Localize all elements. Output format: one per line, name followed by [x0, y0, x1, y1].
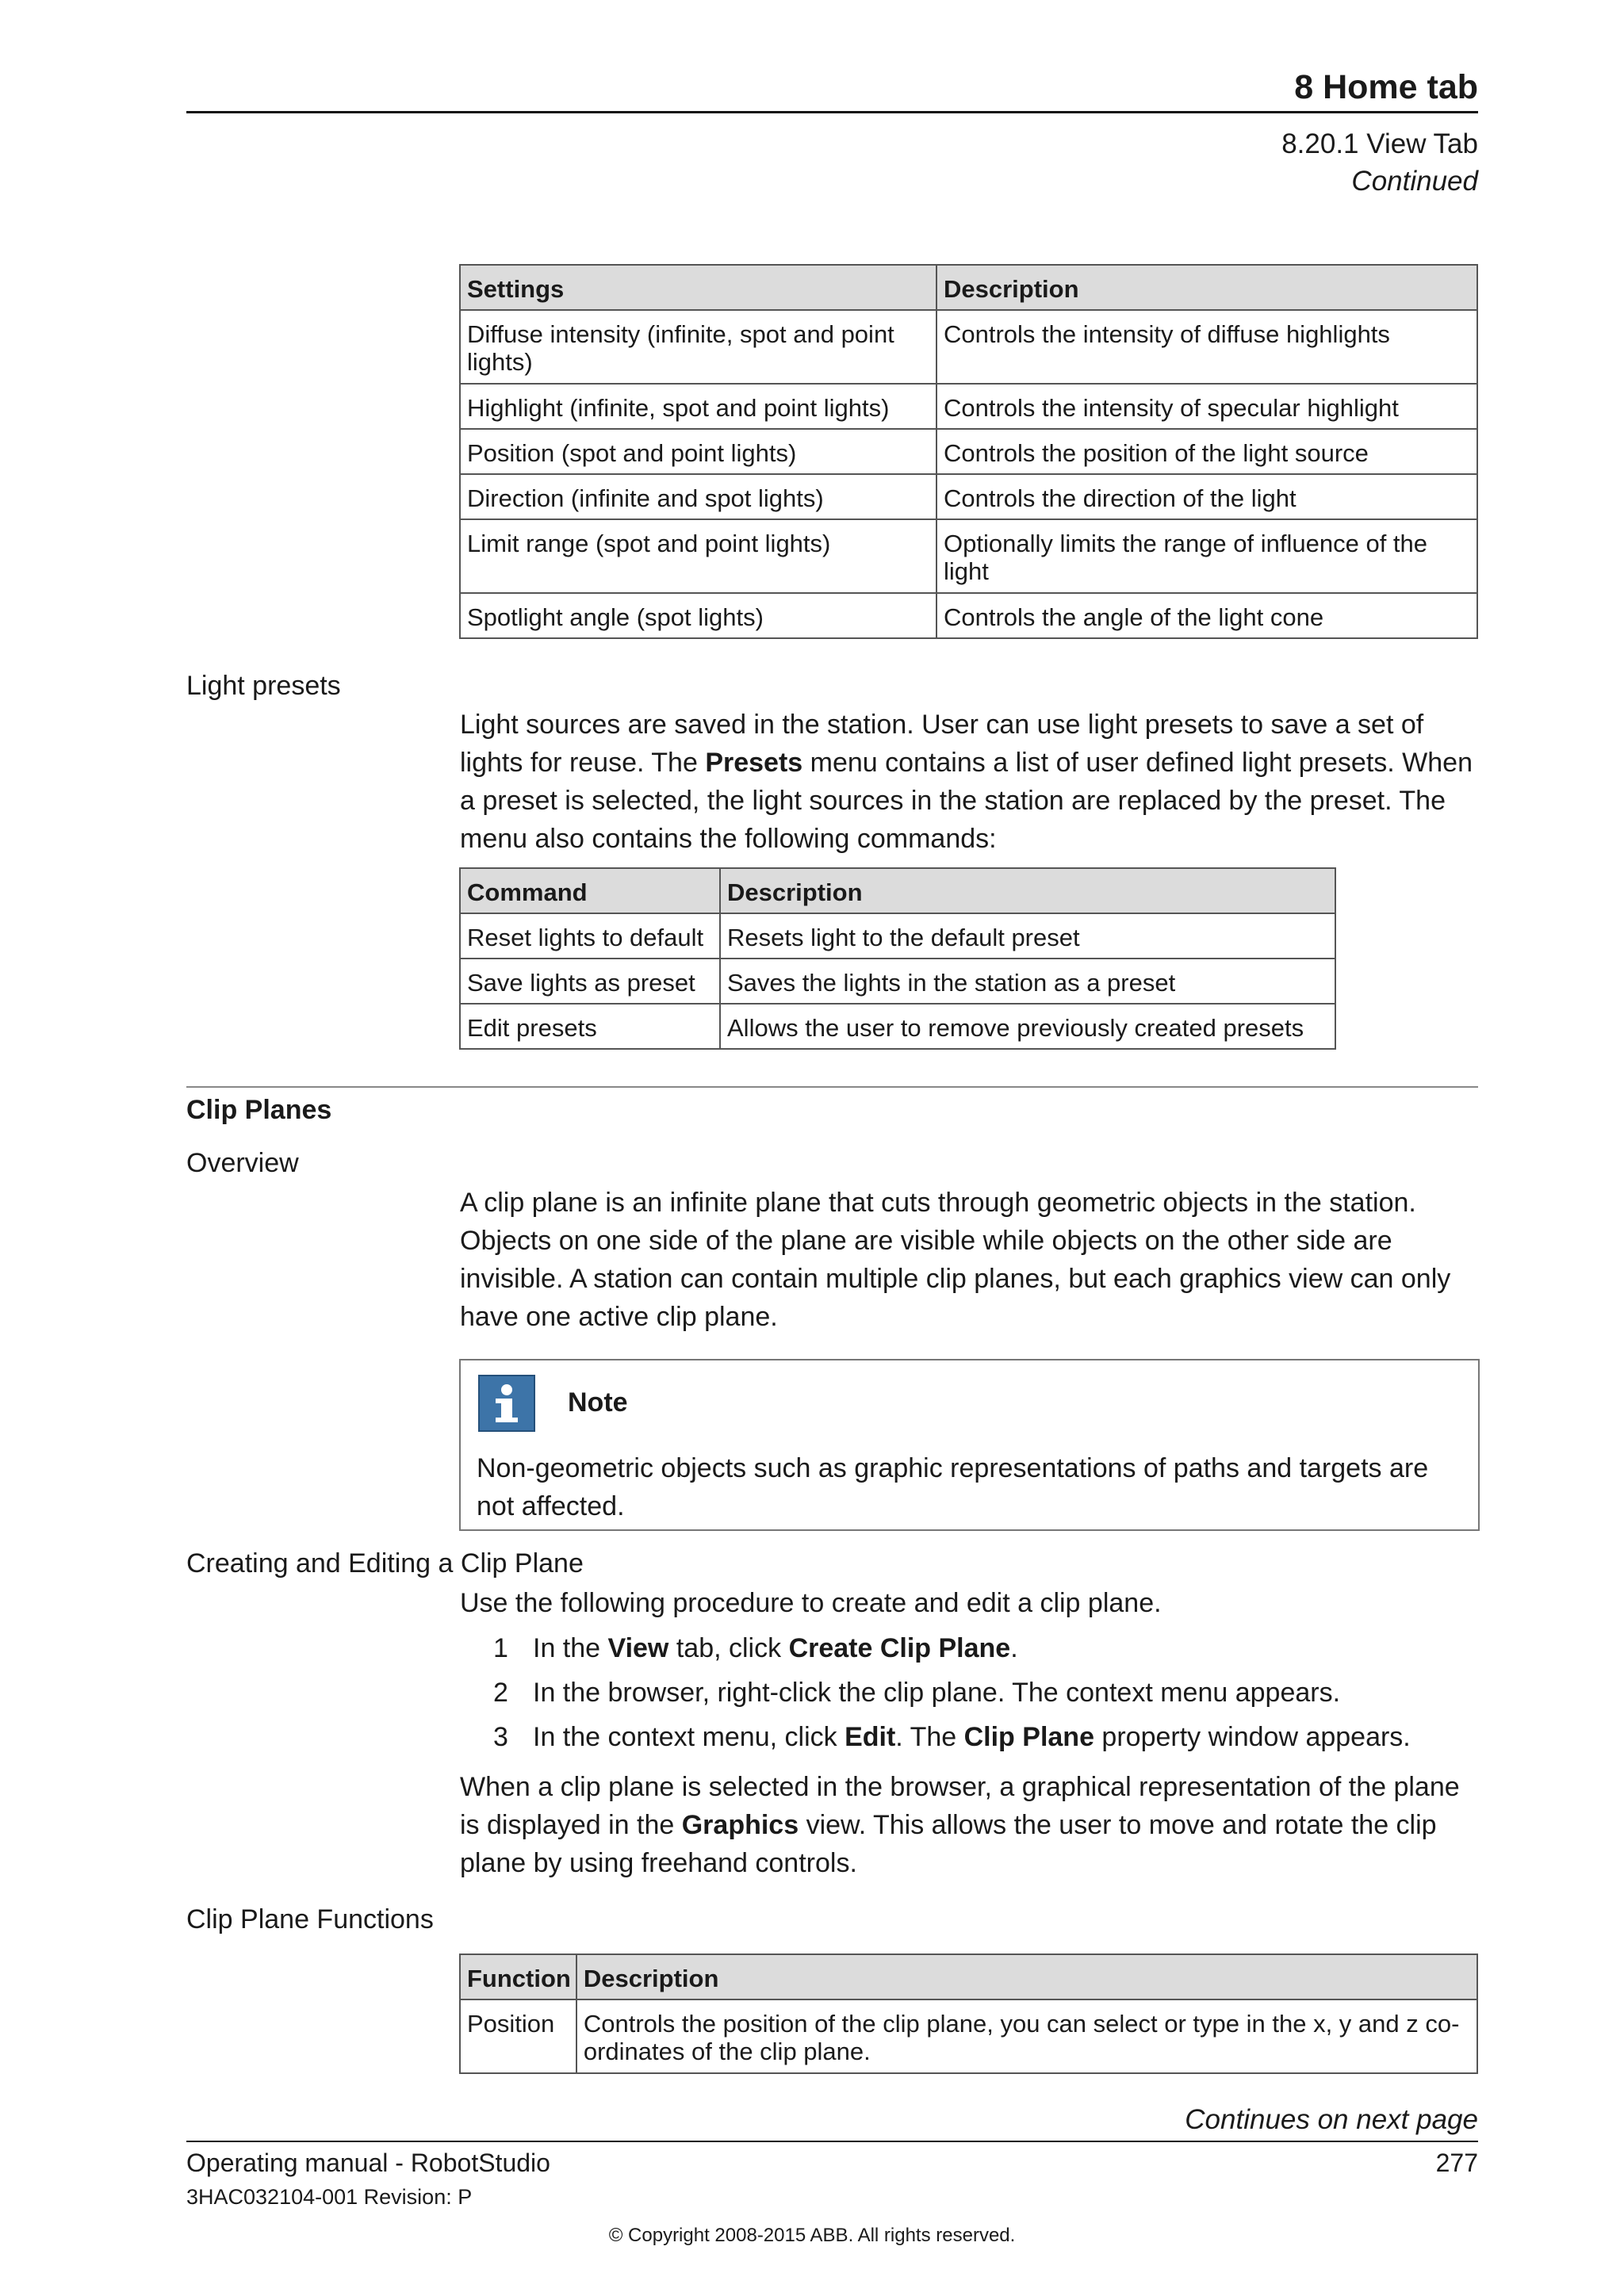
note-box [459, 1359, 1480, 1531]
light-presets-command-table [459, 867, 1336, 1050]
light-presets-heading: Light presets [186, 671, 341, 701]
overview-paragraph: A clip plane is an infinite plane that cuts through geometric objects in the station. Objects on one side of the plane are visible while objects on the other side are invisible. A station can contain multiple clip planes, but each graphics view can only have one active clip plane. [460, 1188, 1451, 1332]
step-text: In the context menu, click Edit. The Clip Plane property window appears. [533, 1722, 1411, 1752]
footer-rule [186, 2141, 1478, 2142]
table-cell: Limit range (spot and point lights) [460, 519, 936, 593]
overview-heading: Overview [186, 1148, 299, 1178]
table-row [460, 429, 1477, 474]
light-presets-paragraph: Light sources are saved in the station. User can use light presets to save a set of lights for reuse. The Presets menu contains a list of user defined light presets. When a preset is selected, the light sources in the station are replaced by the preset. The menu also contains the following commands: [460, 710, 1473, 854]
table-row [460, 1004, 1335, 1049]
table-header-cell: Description [720, 868, 1335, 913]
table-cell: Save lights as preset [460, 959, 720, 1004]
table-cell: Saves the lights in the station as a preset [720, 959, 1335, 1004]
table-row [460, 1999, 1477, 2073]
table-header-cell: Settings [460, 265, 936, 310]
table-cell: Diffuse intensity (infinite, spot and point lights) [460, 310, 936, 384]
table-header-cell: Description [936, 265, 1477, 310]
clip-plane-functions-heading: Clip Plane Functions [186, 1904, 434, 1934]
table-row [460, 959, 1335, 1004]
table-row [460, 913, 1335, 959]
table-row [460, 474, 1477, 519]
table-row [460, 384, 1477, 429]
table-cell: Controls the position of the light source [936, 429, 1477, 474]
info-icon [478, 1375, 535, 1432]
table-cell: Allows the user to remove previously created presets [720, 1004, 1335, 1049]
table-cell: Position [460, 1999, 576, 2073]
table-header-row [460, 1954, 1477, 1999]
create-edit-heading: Creating and Editing a Clip Plane [186, 1548, 584, 1578]
table-cell: Controls the intensity of diffuse highlights [936, 310, 1477, 384]
section-title: 8.20.1 View Tab [1281, 128, 1478, 159]
continued-label: Continued [1351, 166, 1478, 197]
table-row [460, 310, 1477, 384]
table-cell: Controls the intensity of specular highlight [936, 384, 1477, 429]
step-text: In the View tab, click Create Clip Plane. [533, 1633, 1018, 1663]
table-header-row [460, 265, 1477, 310]
table-cell: Edit presets [460, 1004, 720, 1049]
note-body: Non-geometric objects such as graphic representations of paths and targets are not affected. [477, 1453, 1429, 1521]
table-header-cell: Command [460, 868, 720, 913]
chapter-title: 8 Home tab [1294, 68, 1478, 106]
table-cell: Spotlight angle (spot lights) [460, 593, 936, 638]
table-cell: Controls the angle of the light cone [936, 593, 1477, 638]
step-number: 2 [493, 1678, 508, 1708]
table-cell: Controls the direction of the light [936, 474, 1477, 519]
create-edit-intro: Use the following procedure to create and edit a clip plane. [460, 1588, 1162, 1618]
clip-planes-heading: Clip Planes [186, 1095, 332, 1125]
table-header-row [460, 868, 1335, 913]
graphics-view-paragraph: When a clip plane is selected in the browser, a graphical representation of the plane is displayed in the Graphics view. This allows the user to move and rotate the clip plane by using freehand controls. [460, 1772, 1460, 1878]
clip-plane-functions-table [459, 1954, 1478, 2074]
step-number: 3 [493, 1722, 508, 1752]
table-cell: Controls the position of the clip plane, you can select or type in the x, y and z co-ordinates of the clip plane. [576, 1999, 1477, 2073]
note-title: Note [568, 1387, 628, 1418]
table-cell: Position (spot and point lights) [460, 429, 936, 474]
table-header-cell: Function [460, 1954, 576, 1999]
manual-title: Operating manual - RobotStudio [186, 2149, 550, 2177]
table-cell: Resets light to the default preset [720, 913, 1335, 959]
document-id: 3HAC032104-001 Revision: P [186, 2185, 473, 2209]
page-number: 277 [1435, 2149, 1478, 2177]
step-number: 1 [493, 1633, 508, 1663]
table-row [460, 519, 1477, 593]
header-rule [186, 111, 1478, 113]
table-row [460, 593, 1477, 638]
copyright-notice: © Copyright 2008-2015 ABB. All rights reserved. [608, 2225, 1016, 2246]
table-cell: Direction (infinite and spot lights) [460, 474, 936, 519]
table-cell: Highlight (infinite, spot and point lights) [460, 384, 936, 429]
section-divider [186, 1086, 1478, 1088]
table-header-cell: Description [576, 1954, 1477, 1999]
step-text: In the browser, right-click the clip plane. The context menu appears. [533, 1678, 1341, 1708]
table-cell: Reset lights to default [460, 913, 720, 959]
continues-on-next-page: Continues on next page [1185, 2104, 1478, 2135]
light-settings-table [459, 264, 1478, 639]
table-cell: Optionally limits the range of influence of the light [936, 519, 1477, 593]
